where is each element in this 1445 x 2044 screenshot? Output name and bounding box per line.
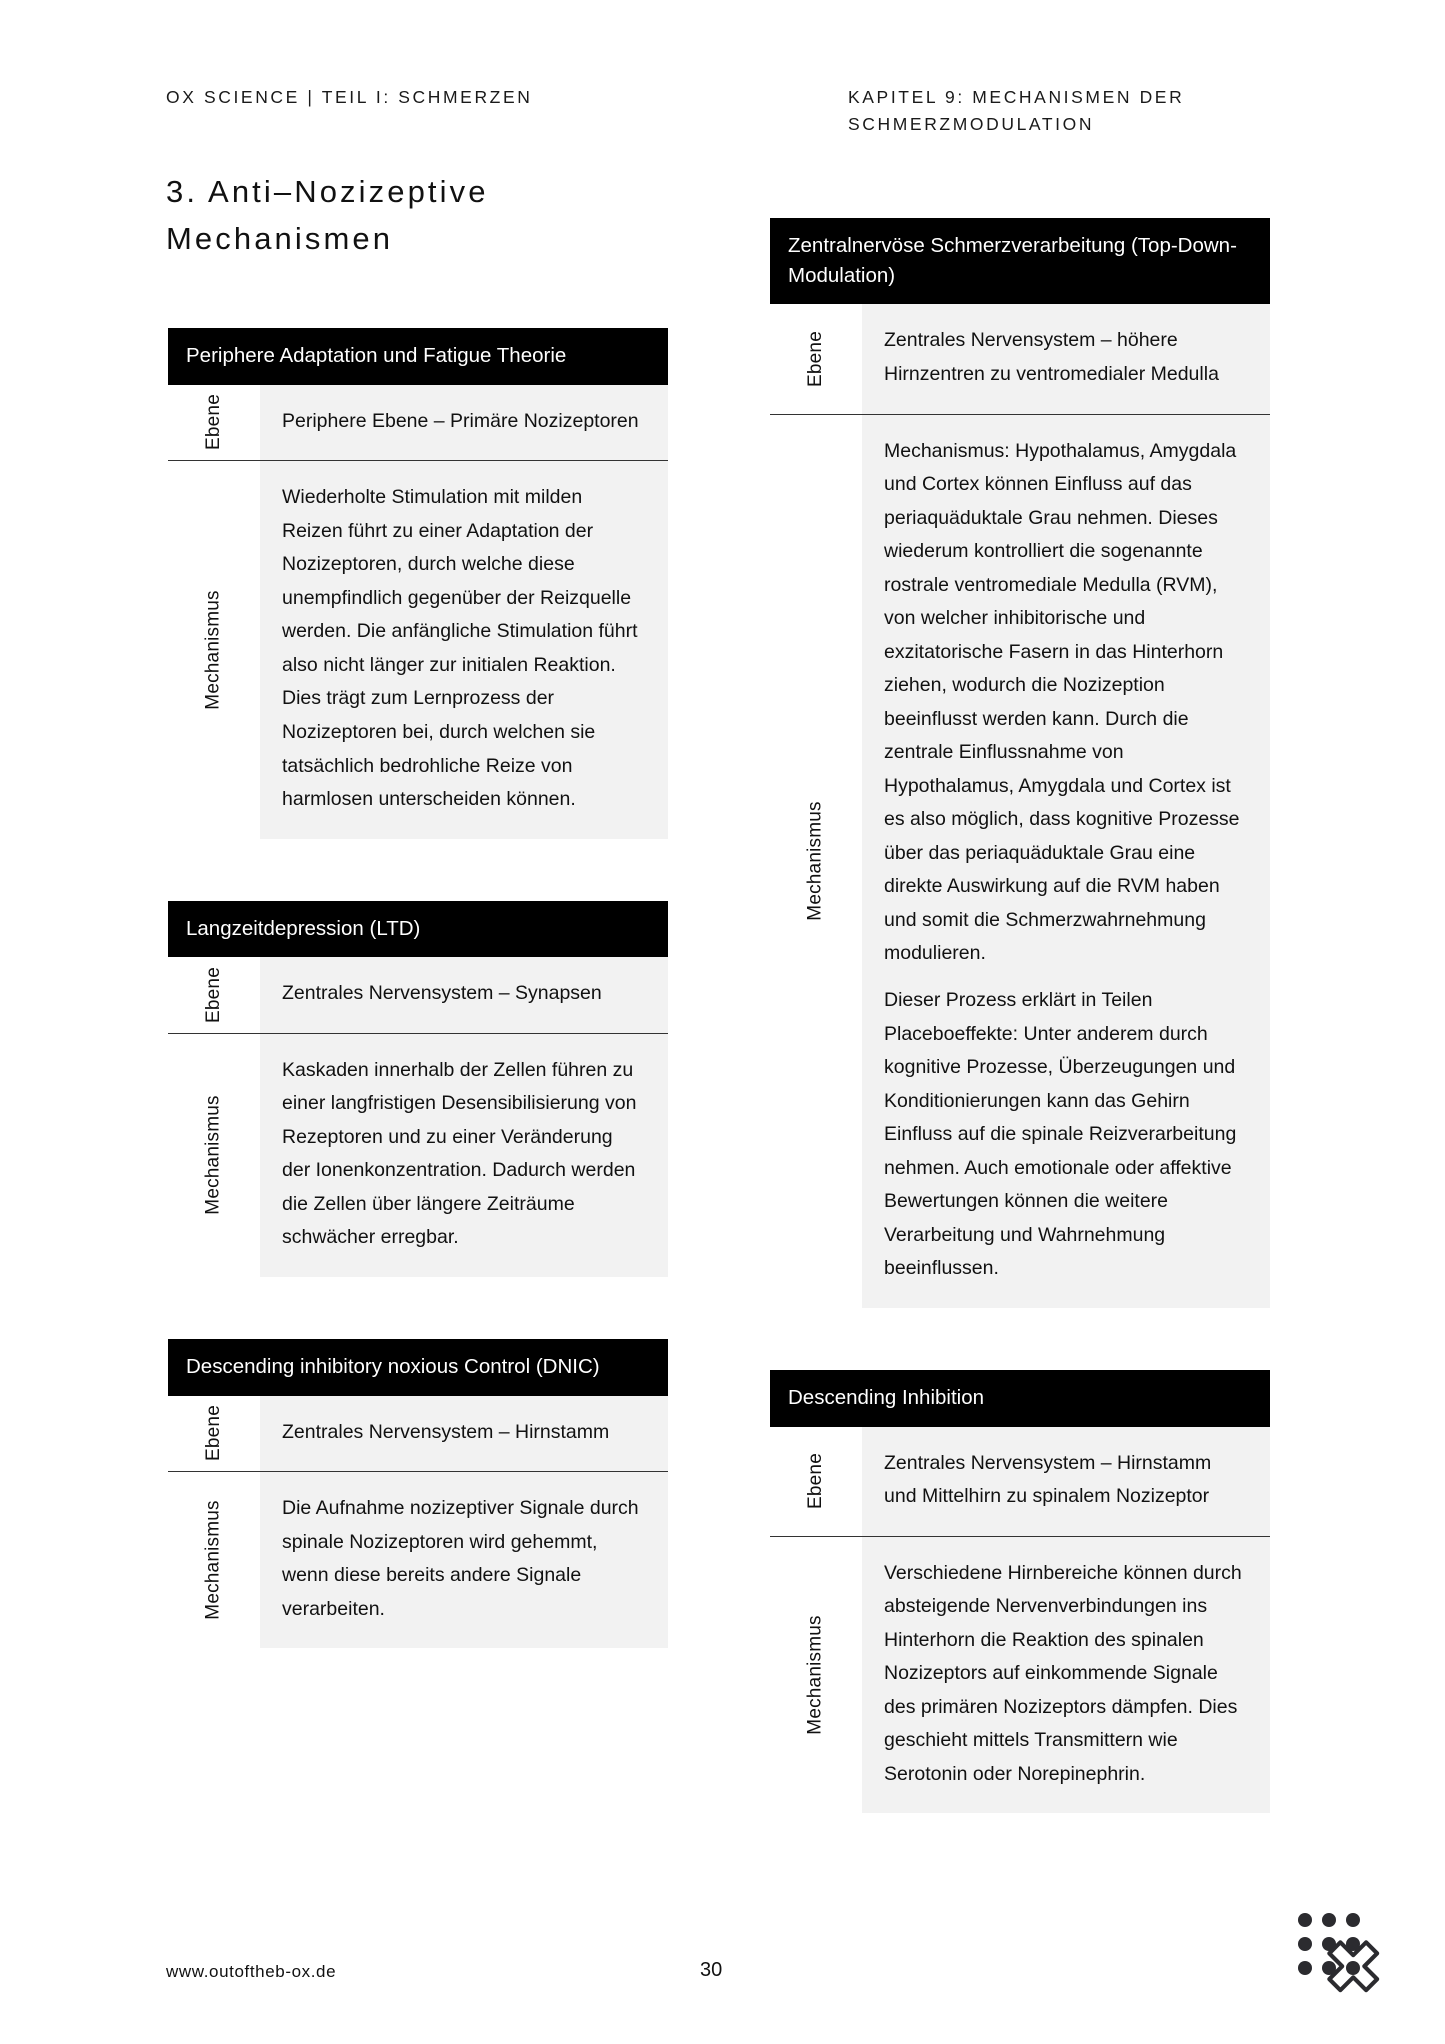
paragraph: Zentrales Nervensystem – höhere Hirnzentren zu ventromedialer Medulla [884,329,1219,385]
card-body [168,385,668,839]
table-row [770,1427,1270,1536]
row-label-ebene [168,385,260,461]
logo-dot-grid [1298,1913,1360,1975]
row-content [862,1536,1270,1814]
paragraph: Die Aufnahme nozizeptiver Signale durch spinale Nozizeptoren wird gehemmt, wenn diese bereits andere Signale verarbeiten. [282,1497,639,1620]
row-content [260,1471,668,1648]
row-label-text: Ebene [202,394,224,451]
card-body [770,304,1270,1307]
row-content [260,1033,668,1277]
row-content [260,1396,668,1472]
row-label-mechanismus [168,460,260,838]
row-content [260,460,668,838]
paragraph: Verschiedene Hirnbereiche können durch absteigende Nervenverbindungen ins Hinterhorn die Reaktion des spinalen Nozizeptors auf einkommende Signale des primären Nozizeptors dämpfen. Dies geschieht mittels Transmittern wie Serotonin oder Norepinephrin. [884,1561,1242,1785]
card-body [168,957,668,1277]
table-row [168,1396,668,1472]
card-header: Descending Inhibition [770,1370,1270,1427]
table-row [168,385,668,461]
table-row [168,957,668,1033]
info-card [770,1370,1270,1814]
footer-page-number: 30 [700,1959,723,1981]
row-label-text: Mechanismus [203,590,225,710]
card-header: Zentralnervöse Schmerzverarbeitung (Top-Down-Modulation) [770,218,1270,304]
info-card [168,328,668,839]
card-body [770,1427,1270,1814]
row-label-ebene [770,304,862,413]
row-label-text: Ebene [804,1453,826,1510]
info-card [168,1339,668,1648]
footer-website-url[interactable]: www.outoftheb-ox.de [166,1962,337,1981]
row-content [862,1427,1270,1536]
table-row [770,1536,1270,1814]
paragraph: Zentrales Nervensystem – Hirnstamm und Mittelhirn zu spinalem Nozizeptor [884,1451,1212,1508]
page-title-line1: 3. Anti–Nozizeptive [166,174,489,209]
paragraph: Mechanismus: Hypothalamus, Amygdala und Cortex können Einfluss auf das periaquäduktale Grau nehmen. Dieses wiederum kontrolliert die sogenannte rostrale ventromediale Medulla (RVM), von welcher inhibitorische und exzitatorische Fasern in das Hinterhorn ziehen, wodurch die Nozizeption beeinflusst werden kann. Durch die zentrale Einflussnahme von Hypothalamus, Amygdala und Cortex ist es also möglich, dass kognitive Prozesse über das periaquäduktale Grau eine direkte Auswirkung auf die RVM haben und somit die Schmerzwahrnehmung modulieren. [884,439,1240,965]
paragraph: Zentrales Nervensystem – Synapsen [282,982,602,1005]
running-head-right [848,84,1268,138]
page-title-line2: Mechanismen [166,221,394,257]
table-row [168,460,668,838]
row-label-mechanismus [770,414,862,1308]
running-head-right-line1: KAPITEL 9: MECHANISMEN DER [848,87,1185,107]
row-label-ebene [168,1396,260,1472]
running-head-right-line2: SCHMERZMODULATION [848,114,1095,135]
table-row [770,414,1270,1308]
left-column [168,328,668,1648]
row-label-text: Ebene [202,1405,224,1462]
info-card [770,218,1270,1308]
table-row [168,1033,668,1277]
row-content [862,414,1270,1308]
row-label-ebene [168,957,260,1033]
paragraph: Kaskaden innerhalb der Zellen führen zu einer langfristigen Desensibilisierung von Rezeptoren und zu einer Veränderung der Ionenkonzentration. Dadurch werden die Zellen über längere Zeiträume schwächer erregbar. [282,1058,637,1249]
row-label-text: Mechanismus [805,801,827,921]
row-label-text: Mechanismus [805,1615,827,1735]
page-title [166,168,706,262]
paragraph: Dieser Prozess erklärt in Teilen Placeboeffekte: Unter anderem durch kognitive Prozesse, Überzeugungen und Konditionierungen kann das Gehirn Einfluss auf die spinale Reizverarbeitung nehmen. Auch emotionale oder affektive Bewertungen können die weitere Verarbeitung und Wahrnehmung beeinflussen. [884,989,1237,1280]
paragraph: Zentrales Nervensystem – Hirnstamm [282,1420,610,1443]
row-content [862,304,1270,413]
row-label-text: Ebene [804,330,826,387]
paragraph: Wiederholte Stimulation mit milden Reizen führt zu einer Adaptation der Nozizeptoren, durch welche diese unempfindlich gegenüber der Reizquelle werden. Die anfängliche Stimulation führt also nicht länger zur initialen Reaktion. Dies trägt zum Lernprozess der Nozizeptoren bei, durch welchen sie tatsächlich bedrohliche Reize von harmlosen unterscheiden können. [282,486,638,811]
right-column [770,218,1270,1813]
paragraph: Periphere Ebene – Primäre Nozizeptoren [282,409,639,432]
row-label-mechanismus [770,1536,862,1814]
table-row [770,304,1270,413]
row-content [260,385,668,461]
row-label-text: Mechanismus [203,1500,225,1621]
row-label-mechanismus [168,1033,260,1277]
running-head-left: OX SCIENCE | TEIL I: SCHMERZEN [166,87,533,107]
row-label-mechanismus [168,1471,260,1648]
row-label-text: Mechanismus [203,1095,225,1216]
table-row [168,1471,668,1648]
row-label-ebene [770,1427,862,1536]
card-header: Langzeitdepression (LTD) [168,901,668,958]
info-card [168,901,668,1277]
card-header: Descending inhibitory noxious Control (DNIC) [168,1339,668,1396]
card-body [168,1396,668,1649]
card-header: Periphere Adaptation und Fatigue Theorie [168,328,668,385]
out-of-the-box-logo [1291,1906,1387,2002]
row-content [260,957,668,1033]
row-label-text: Ebene [202,967,224,1024]
